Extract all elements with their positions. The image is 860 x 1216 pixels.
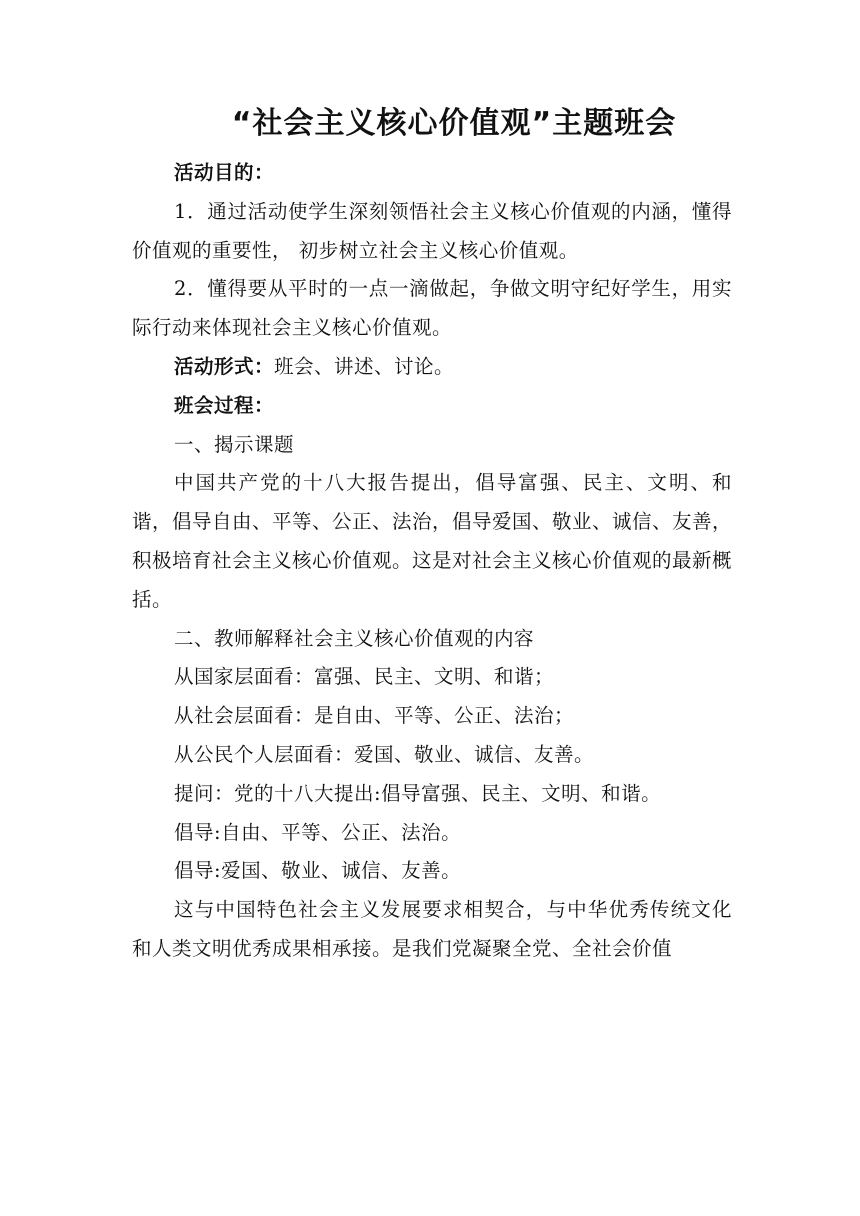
document-body [132,154,732,969]
national-level-line: 从国家层面看：富强、民主、文明、和谐； [174,665,555,689]
section-1-paragraph: 中国共产党的十八大报告提出，倡导富强、民主、文明、和谐，倡导自由、平等、公正、法治，倡导爱国、敬业、诚信、友善，积极培育社会主义核心价值观。这是对社会主义核心价值观的最新概括。 [132,471,733,611]
citizen-level-line: 从公民个人层面看：爱国、敬业、诚信、友善。 [174,742,595,766]
section-1-heading: 一、揭示课题 [174,432,295,456]
social-level-line: 从社会层面看：是自由、平等、公正、法治； [174,704,575,728]
purpose-item-2: 2．懂得要从平时的一点一滴做起，争做文明守纪好学生，用实际行动来体现社会主义核心价值观。 [132,277,732,340]
form-line [132,348,732,387]
form-label: 活动形式： [174,354,275,378]
advocate-line-2: 倡导:爱国、敬业、诚信、友善。 [174,859,462,883]
form-text: 班会、讲述、讨论。 [274,354,455,378]
purpose-item-1: 1．通过活动使学生深刻领悟社会主义核心价值观的内涵，懂得价值观的重要性， 初步树立社会主义核心价值观。 [132,199,732,262]
document-title: “社会主义核心价值观”主题班会 [231,106,677,141]
purpose-heading: 活动目的： [174,161,275,184]
question-line: 提问：党的十八大提出:倡导富强、民主、文明、和谐。 [174,781,662,805]
process-heading: 班会过程： [174,393,275,417]
closing-paragraph: 这与中国特色社会主义发展要求相契合，与中华优秀传统文化和人类文明优秀成果相承接。是我们党凝聚全党、全社会价值 [132,898,732,960]
advocate-line-1: 倡导:自由、平等、公正、法治。 [174,820,462,844]
section-2-heading: 二、教师解释社会主义核心价值观的内容 [174,626,535,650]
